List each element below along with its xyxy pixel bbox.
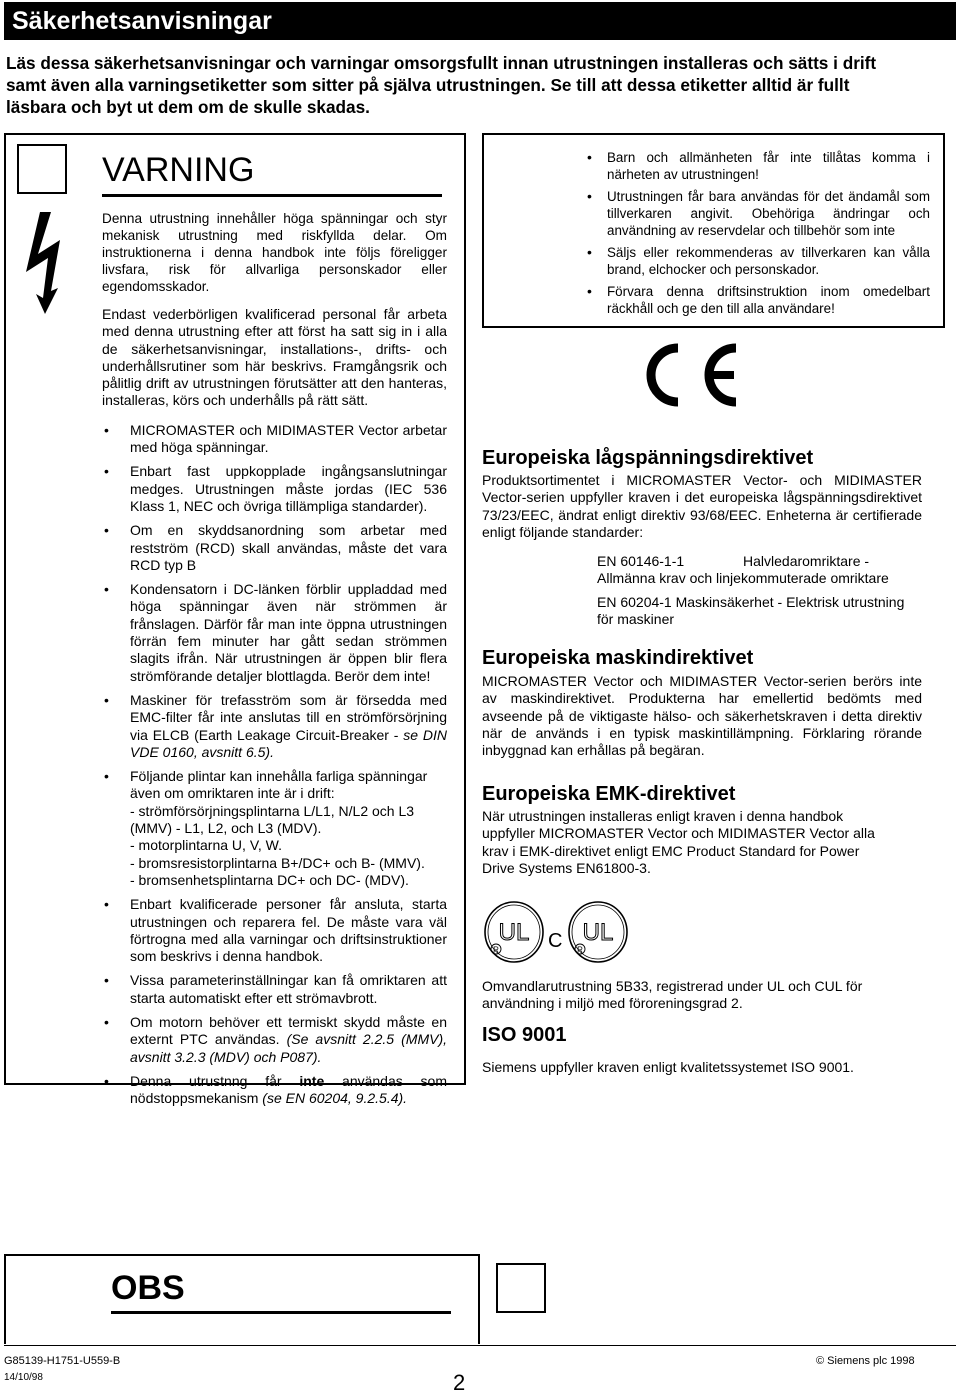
- ul-letters: UL: [582, 919, 614, 946]
- bullet-emphasis: inte: [299, 1072, 325, 1089]
- iso-text: Siemens uppfyller kraven enligt kvalitetssystemet ISO 9001.: [482, 1059, 854, 1075]
- list-item: • MICROMASTER och MIDIMASTER Vector arbetar med höga spänningar.: [102, 422, 447, 457]
- warning-paragraph-1: Denna utrustning innehåller höga spänningar och styr mekanisk utrustning med riskfyllda delar. Om instruktionerna i denna handbok inte följs föreligger livsfara, risk för allvarliga personskador eller egendomsskador.: [102, 211, 447, 294]
- warning-heading: VARNING: [102, 151, 255, 189]
- list-item: • Barn och allmänheten får inte tillåtas komma i närheten av utrustningen!: [585, 149, 930, 183]
- footer-copyright: © Siemens plc 1998: [816, 1355, 915, 1367]
- ul-letters: UL: [498, 919, 530, 946]
- ce-mark-logo: [636, 340, 746, 410]
- bullet-text: Maskiner för trefasström som är försedda med EMC-filter får inte anslutas till en strömförsörjning via ELCB (Earth Leakage Circuit-Breaker -: [130, 691, 447, 743]
- list-item: • Enbart fast uppkopplade ingångsanslutningar medges. Utrustningen måste jordas (IEC 536 Klass 1, NEC och övriga tillämpliga standarder).: [102, 463, 447, 515]
- warning-rule: [102, 194, 442, 197]
- warning-checkbox: [17, 144, 67, 194]
- list-item: • Förvara denna driftsinstruktion inom omedelbart räckhåll och ge den till alla användare!: [585, 283, 930, 317]
- list-item: [102, 692, 447, 761]
- lvd-standard-2: EN 60204-1 Maskinsäkerhet - Elektrisk utrustning för maskiner: [597, 594, 905, 628]
- list-item: [102, 1014, 447, 1066]
- obs-checkbox: [496, 1263, 546, 1313]
- ul-c-letter: C: [548, 930, 563, 952]
- ul-text: Omvandlarutrustning 5B33, registrerad under UL och CUL för användning i miljö med föroreningsgrad 2.: [482, 978, 863, 1012]
- obs-rule: [111, 1311, 451, 1314]
- bullet-line: - strömförsörjningsplintarna L/L1, N/L2 och L3 (MMV) - L1, L2, och L3 (MDV).: [130, 802, 415, 837]
- md-heading: Europeiska maskindirektivet: [482, 647, 754, 669]
- list-item: • Säljs eller rekommenderas av tillverkaren kan vålla brand, elchocker och personskador.: [585, 244, 930, 278]
- iso-heading: ISO 9001: [482, 1024, 567, 1046]
- footer-date: 14/10/98: [4, 1372, 43, 1383]
- obs-heading: OBS: [111, 1269, 185, 1307]
- list-item: [102, 768, 447, 889]
- list-item: • Enbart kvalificerade personer får ansluta, starta utrustningen och reparera fel. De måste vara väl förtrogna med alla varningar och driftsinstruktioner som beskrivs i denna handbok.: [102, 896, 447, 965]
- ul-listed-logo: [482, 897, 642, 969]
- bullet-text: Om motorn behöver ett termiskt skydd måste en externt PTC användas.: [130, 1013, 447, 1048]
- footer-doc-id: G85139-H1751-U559-B: [4, 1355, 121, 1367]
- bullet-reference: (se EN 60204, 9.2.5.4).: [262, 1090, 408, 1107]
- warning-bullet-list: [102, 422, 447, 1108]
- lvd-standard-1-title: Halvledaromriktare -: [743, 553, 870, 569]
- md-text: MICROMASTER Vector och MIDIMASTER Vector-serien berörs inte av maskindirektivet. Produkterna har emellertid bedömts med avseende på de viktigaste hälso- och säkerhetskraven i detta direktiv när de används i en typisk maskintillämpning. Förklaring rörande inbyggnad kan erhållas på begäran.: [482, 673, 922, 759]
- lvd-text: Produktsortimentet i MICROMASTER Vector- och MIDIMASTER Vector-serien uppfyller kraven i det europeiska lågspänningsdirektivet 73/23/EEC, ändrat enligt direktiv 93/68/EEC. Enheterna är certifierade enligt följande standarder:: [482, 472, 922, 540]
- registered-mark: R: [577, 945, 583, 955]
- bullet-line: - motorplintarna U, V, W.: [130, 837, 282, 854]
- footer-rule: [4, 1345, 956, 1346]
- bullet-reference: (Se avsnitt 2.2.5 (MMV), avsnitt 3.2.3 (MDV) och P087).: [130, 1031, 448, 1065]
- page-number: 2: [453, 1370, 466, 1395]
- list-item: [102, 1073, 447, 1108]
- bullet-text: Denna utrustnng får: [130, 1072, 300, 1089]
- bullet-text: användas som nödstoppsmekanism: [130, 1072, 447, 1107]
- list-item: • Kondensatorn i DC-länken förblir uppladdad med höga spänningar även när strömmen är frånslagen. Därför får man inte öppna utrustningen förrän fem minuter har gått sedan strömmen slagits ifrån. När utrustningen är öppen blir flera strömförande detaljer blottlagda. Berör dem inte!: [102, 581, 447, 685]
- lvd-standard-1-continued: Allmänna krav och linjekommuterade omriktare: [597, 570, 889, 586]
- intro-text: Läs dessa säkerhetsanvisningar och varningar omsorgsfullt innan utrustningen installeras och sätts i drift samt även alla varningsetiketter som sitter på själva utrustningen. Se till att dessa etiketter alltid är fullt läsbara och byt ut dem om de skulle skadas.: [6, 53, 877, 117]
- bullet-line: - bromsenhetsplintarna DC+ och DC- (MDV).: [130, 871, 409, 888]
- bullet-line: • Följande plintar kan innehålla farliga spänningar även om omriktaren inte är i drift:: [130, 768, 428, 802]
- obs-box: [4, 1254, 480, 1344]
- registered-mark: R: [493, 945, 499, 955]
- lightning-icon: [18, 210, 64, 316]
- warning-content: [102, 210, 447, 1114]
- warning-paragraph-2: Endast vederbörligen kvalificerad personal får arbeta med denna utrustning efter att först ha satt sig in i alla de säkerhetsanvisningar, installations-, drifts- och underhållsrutiner som här beskrivs. Framgångsrik och pålitlig drift av utrustningen förutsätter att den hanteras, installeras, körs och underhålls på rätt sätt.: [102, 306, 447, 409]
- emc-heading: Europeiska EMK-direktivet: [482, 783, 736, 805]
- bullet-reference: se DIN VDE 0160, avsnitt 6.5).: [130, 726, 447, 760]
- page-title: Säkerhetsanvisningar: [4, 2, 956, 40]
- list-item: • Om en skyddsanordning som arbetar med restström (RCD) skall användas, måste det vara RCD typ B: [102, 522, 447, 574]
- lvd-heading: Europeiska lågspänningsdirektivet: [482, 447, 814, 469]
- emc-text: När utrustningen installeras enligt kraven i denna handbok uppfyller MICROMASTER Vector och MIDIMASTER Vector alla krav i EMK-direktivet enligt EMC Product Standard for Power Drive Systems EN61800-3.: [482, 808, 875, 876]
- bullet-line: - bromsresistorplintarna B+/DC+ och B- (MMV).: [130, 854, 425, 871]
- list-item: • Vissa parameterinställningar kan få omriktaren att starta automatiskt efter ett strömavbrott.: [102, 972, 447, 1007]
- lvd-standard-1-code: EN 60146-1-1: [597, 553, 685, 569]
- list-item: • Utrustningen får bara användas för det ändamål som tillverkaren angivit. Obehöriga ändringar och användning av reservdelar och tillbehör som inte: [585, 188, 930, 239]
- warning-continuation-list: [585, 149, 930, 322]
